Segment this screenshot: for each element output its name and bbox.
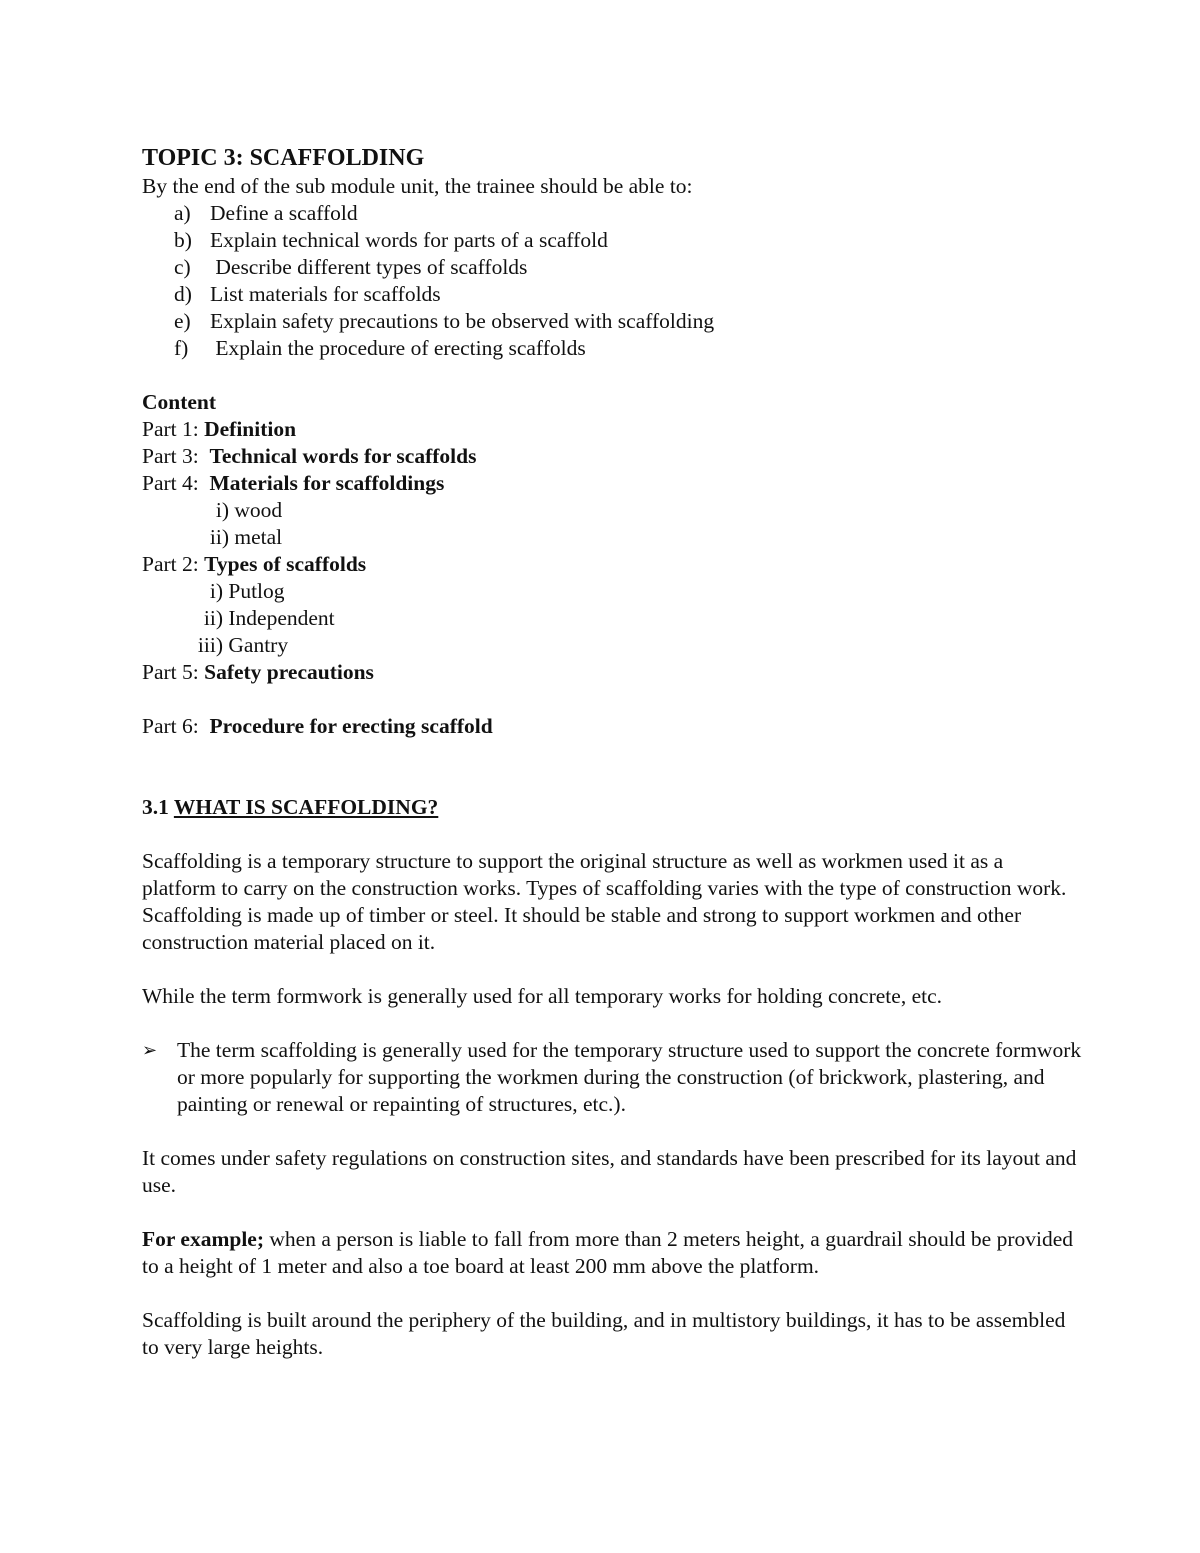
paragraph: While the term formwork is generally used for all temporary works for holding concrete, etc. (142, 984, 943, 1008)
sub-item (142, 632, 1082, 659)
objectives-list (142, 200, 1082, 362)
sub-item (142, 605, 1082, 632)
paragraph: Scaffolding is a temporary structure to support the original structure as well as workmen used it as a platform to carry on the construction works. Types of scaffolding varies with the type of construction work. Scaffolding is made up of timber or steel. It should be stable and strong to support workmen and other construction material placed on it. (142, 849, 1067, 954)
page-title: TOPIC 3: SCAFFOLDING (142, 145, 425, 171)
sub-item-text: Independent (223, 606, 335, 630)
objective-marker: d) (174, 282, 192, 306)
objective-marker: f) (174, 336, 189, 360)
part-title: Definition (204, 417, 297, 441)
content-heading: Content (142, 390, 217, 414)
objective-text: Explain technical words for parts of a scaffold (210, 228, 608, 252)
bullet-text: The term scaffolding is generally used for the temporary structure used to support the concrete formwork or more popularly for supporting the workmen during the construction (of brickwork, plastering, and painting or renewal or repainting of structures, etc.). (177, 1038, 1082, 1116)
sub-item-text: Gantry (223, 633, 289, 657)
sub-item (142, 578, 1082, 605)
objective-marker: e) (174, 309, 191, 333)
objective-text: Explain safety precautions to be observed with scaffolding (210, 309, 715, 333)
sub-item-number: ii) (209, 525, 229, 549)
sub-item-text: wood (229, 498, 283, 522)
part-title: Materials for scaffoldings (209, 471, 445, 495)
content-part-4 (142, 470, 1082, 497)
part-label: Part 1: (142, 417, 205, 441)
sub-item (142, 497, 1082, 524)
part-title: Types of scaffolds (204, 552, 367, 576)
arrow-bullet-icon: ➢ (142, 1040, 158, 1061)
sub-item-text: metal (229, 525, 283, 549)
part-title: Technical words for scaffolds (209, 444, 477, 468)
content-part-2 (142, 551, 1082, 578)
sub-item-number: i) (209, 579, 223, 603)
objective-item (142, 335, 1082, 362)
objective-item (142, 281, 1082, 308)
objective-item (142, 308, 1082, 335)
part-label: Part 6: (142, 714, 210, 738)
objective-text: Describe different types of scaffolds (210, 255, 528, 279)
objective-marker: b) (174, 228, 192, 252)
objective-item (142, 227, 1082, 254)
part-label: Part 5: (142, 660, 205, 684)
part-title: Safety precautions (204, 660, 374, 684)
objective-text: List materials for scaffolds (210, 282, 441, 306)
section-number: 3.1 (142, 795, 174, 819)
sub-item-text: Putlog (223, 579, 285, 603)
objective-marker: c) (174, 255, 191, 279)
content-part-1 (142, 416, 1082, 443)
section-title: WHAT IS SCAFFOLDING? (173, 795, 439, 819)
paragraph (142, 1226, 1082, 1280)
content-part-6 (142, 713, 1082, 740)
bullet-item (142, 1037, 1082, 1118)
section-heading (142, 794, 1082, 821)
document-body (142, 143, 1082, 1361)
objective-marker: a) (174, 201, 191, 225)
content-part-5 (142, 659, 1082, 686)
example-text: when a person is liable to fall from more than 2 meters height, a guardrail should be provided to a height of 1 meter and also a toe board at least 200 mm above the platform. (142, 1227, 1074, 1278)
sub-item-number: iii) (197, 633, 223, 657)
objective-text: Explain the procedure of erecting scaffolds (210, 336, 586, 360)
objective-item (142, 254, 1082, 281)
paragraph: It comes under safety regulations on construction sites, and standards have been prescribed for its layout and use. (142, 1146, 1077, 1197)
objective-text: Define a scaffold (210, 201, 358, 225)
part-label: Part 3: (142, 444, 210, 468)
intro-text: By the end of the sub module unit, the trainee should be able to: (142, 174, 693, 198)
example-label: For example; (142, 1227, 264, 1251)
sub-item (142, 524, 1082, 551)
paragraph: Scaffolding is built around the periphery of the building, and in multistory buildings, it has to be assembled to very large heights. (142, 1308, 1066, 1359)
content-part-3 (142, 443, 1082, 470)
part-label: Part 2: (142, 552, 205, 576)
sub-item-number: ii) (203, 606, 223, 630)
part-title: Procedure for erecting scaffold (209, 714, 493, 738)
objective-item (142, 200, 1082, 227)
part-label: Part 4: (142, 471, 210, 495)
sub-item-number: i) (215, 498, 229, 522)
